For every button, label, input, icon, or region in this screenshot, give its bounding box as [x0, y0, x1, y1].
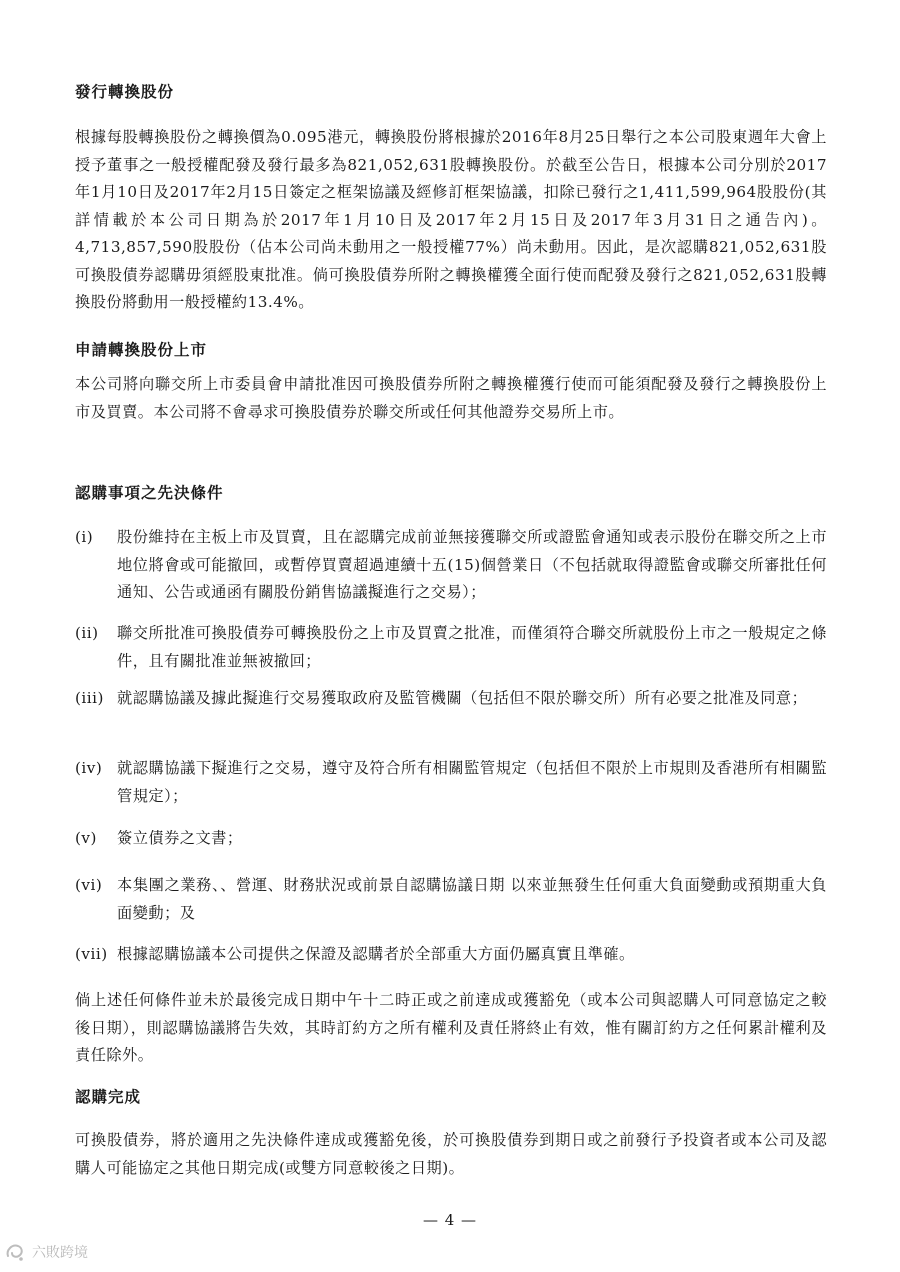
paragraph-issue-conversion-shares: 根據每股轉換股份之轉換價為0.095港元，轉換股份將根據於2016年8月25日舉行之本公司股東週年大會上授予董事之一般授權配發及發行最多為821,052,631股轉換股份。於截至公告日，根據本公司分別於2017年1月10日及2017年2月15日簽定之框架協議及經修訂框架協議，扣除已發行之1,411,599,964股股份(其詳情載於本公司日期為於2017年1月10日及2017年2月15日及2017年3月31日之通告內)。4,713,857,590股股份（佔本公司尚未動用之一般授權77%）尚未動用。因此，是次認購821,052,631股可換股債券認購毋須經股東批准。倘可換股債券所附之轉換權獲全面行使而配發及發行之821,052,631股轉換股份將動用一般授權約13.4%。 [75, 128, 827, 311]
condition-number: (i) [75, 528, 94, 546]
condition-text: 簽立債券之文書； [117, 829, 243, 847]
condition-item [75, 620, 827, 675]
watermark [4, 1241, 88, 1263]
condition-item [75, 941, 827, 969]
paragraph-conditions-lapse: 倘上述任何條件並未於最後完成日期中午十二時正或之前達成或獲豁免（或本公司與認購人可同意協定之較後日期），則認購協議將告失效，其時訂約方之所有權利及責任將終止有效，惟有關訂約方之任何累計權利及責任除外。 [75, 991, 827, 1064]
paragraph-listing-application: 本公司將向聯交所上市委員會申請批准因可換股債券所附之轉換權獲行使而可能須配發及發行之轉換股份上市及買賣。本公司將不會尋求可換股債券於聯交所或任何其他證券交易所上市。 [75, 375, 827, 421]
condition-number: (iv) [75, 759, 103, 777]
condition-number: (ii) [75, 624, 99, 642]
condition-text: 根據認購協議本公司提供之保證及認購者於全部重大方面仍屬真實且準確。 [117, 945, 635, 963]
condition-text: 就認購協議下擬進行之交易，遵守及符合所有相關監管規定（包括但不限於上市規則及香港所有相關監管規定）； [117, 759, 827, 805]
condition-item [75, 755, 827, 810]
condition-item [75, 685, 827, 713]
swirl-logo-icon [4, 1241, 26, 1263]
heading-conditions-precedent: 認購事項之先決條件 [75, 483, 224, 502]
condition-text: 就認購協議及據此擬進行交易獲取政府及監管機關（包括但不限於聯交所）所有必要之批准及同意； [117, 689, 808, 707]
paragraph-completion: 可換股債券，將於適用之先決條件達成或獲豁免後，於可換股債券到期日或之前發行予投資者或本公司及認購人可能協定之其他日期完成(或雙方同意較後之日期)。 [75, 1131, 827, 1177]
condition-text: 本集團之業務、、營運、財務狀況或前景自認購協議日期 以來並無發生任何重大負面變動或預期重大負面變動；及 [117, 876, 827, 922]
heading-issue-conversion-shares: 發行轉換股份 [75, 82, 175, 101]
watermark-text: 六敗跨境 [32, 1245, 88, 1261]
condition-item [75, 524, 827, 607]
condition-number: (vi) [75, 876, 103, 894]
condition-text: 股份維持在主板上市及買賣，且在認購完成前並無接獲聯交所或證監會通知或表示股份在聯交所之上市地位將會或可能撤回，或暫停買賣超過連續十五(15)個營業日（不包括就取得證監會或聯交所審批任何通知、公告或通函有關股份銷售協議擬進行之交易）； [117, 528, 827, 601]
heading-listing-application: 申請轉換股份上市 [75, 340, 208, 359]
condition-number: (iii) [75, 689, 104, 707]
condition-item [75, 825, 827, 853]
condition-item [75, 872, 827, 927]
condition-number: (v) [75, 829, 97, 847]
condition-text: 聯交所批准可換股債券可轉換股份之上市及買賣之批准，而僅須符合聯交所就股份上市之一般規定之條件，且有關批准並無被撤回； [117, 624, 827, 670]
page-number: — 4 — [422, 1211, 478, 1229]
condition-number: (vii) [75, 945, 108, 963]
heading-completion: 認購完成 [75, 1087, 142, 1106]
